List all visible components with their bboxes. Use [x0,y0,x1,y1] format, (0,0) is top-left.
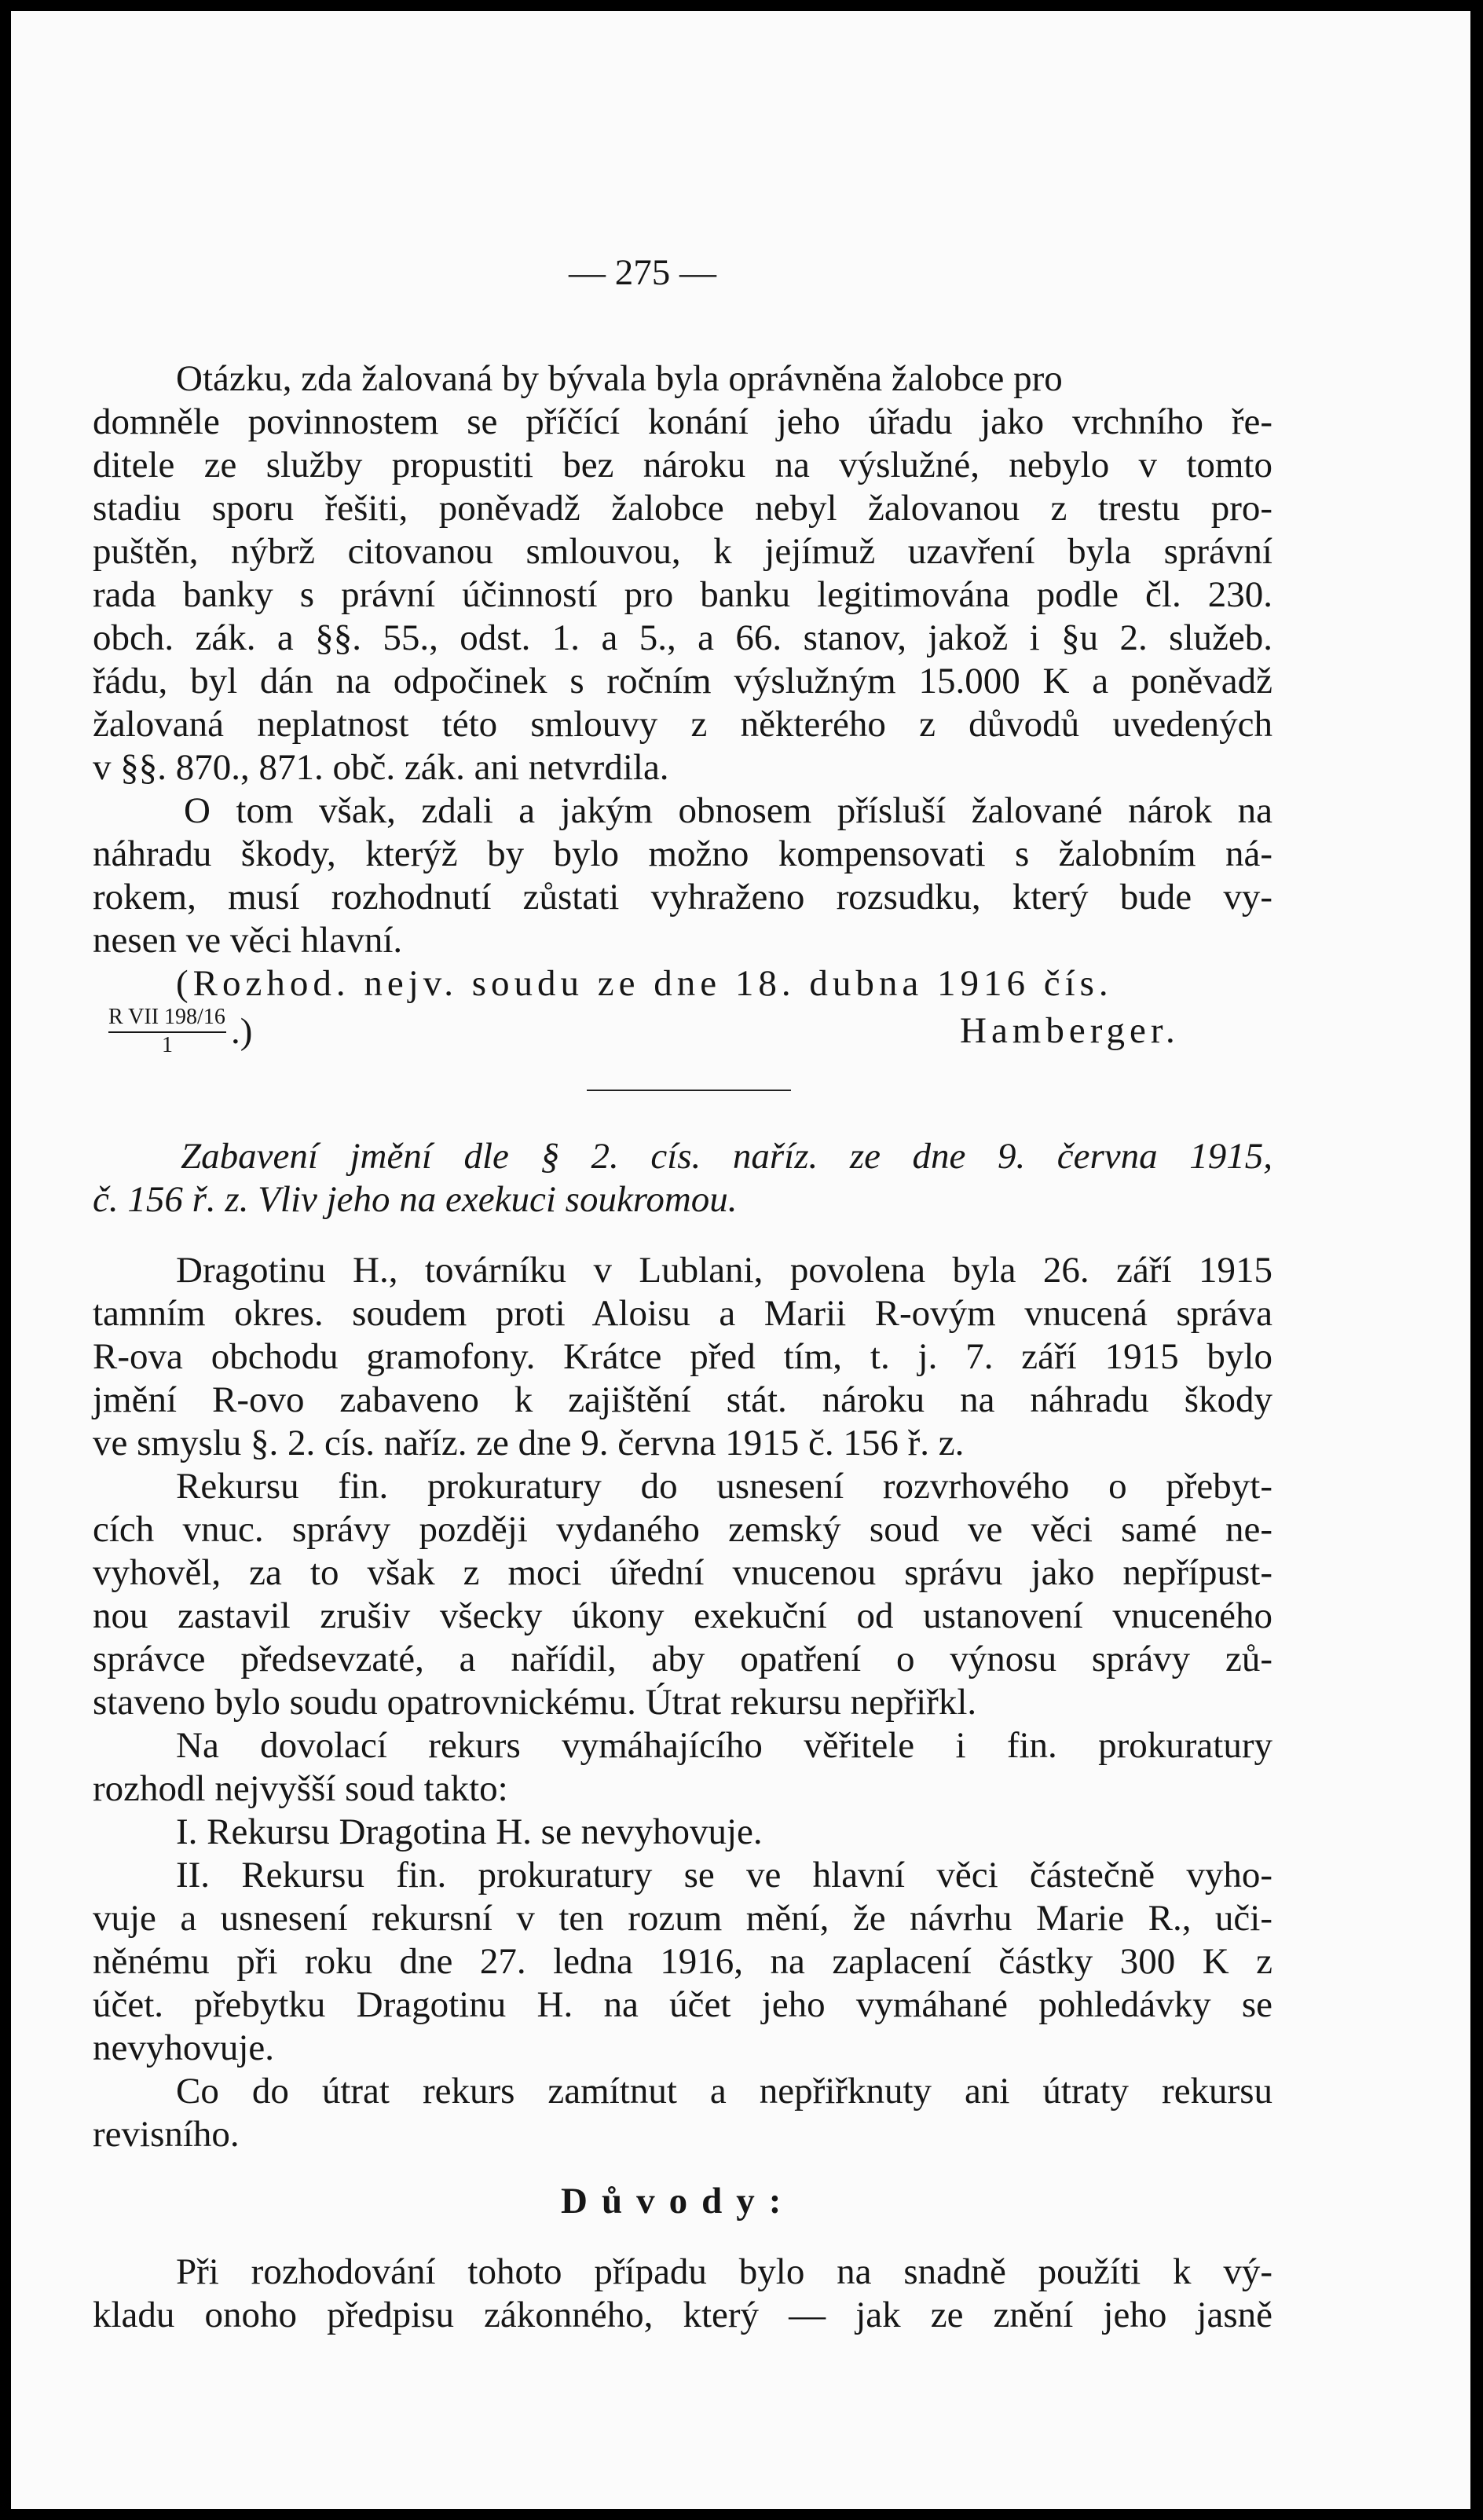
text-line: staveno bylo soudu opatrovnickému. Útrat rekursu nepřiřkl. [93,1682,977,1723]
text-line: jmění R-ovo zabaveno k zajištění stát. nároku na náhradu škody [93,1379,1272,1420]
file-reference [108,1006,226,1057]
text-line: stadiu sporu řešiti, poněvadž žalobce nebyl žalovanou z trestu pro- [93,488,1272,529]
text-line: nou zastavil zrušiv všecky úkony exekuční od ustanovení vnuceného [93,1595,1272,1636]
text-line: rokem, musí rozhodnutí zůstati vyhraženo rozsudku, který bude vy- [93,877,1272,918]
text-line: řádu, byl dán na odpočinek s ročním výslužným 15.000 K a poněvadž [93,661,1272,701]
document-page [11,11,1470,2509]
text-line: nesen ve věci hlavní. [93,920,403,961]
decision-citation: (Rozhod. nejv. soudu ze dne 18. dubna 1916 čís. [176,963,1113,1004]
text-line: rozhodl nejvyšší soud takto: [93,1768,508,1809]
text-line: O tom však, zdali a jakým obnosem přísluší žalované nárok na [184,790,1272,831]
text-line: cích vnuc. správy později vydaného zemský soud ve věci samé ne- [93,1509,1272,1550]
text-line: puštěn, nýbrž citovanou smlouvou, k jejímuž uzavření byla správní [93,531,1272,572]
text-line: domněle povinnostem se příčící konání jeho úřadu jako vrchního ře- [93,401,1272,442]
text-line: R-ova obchodu gramofony. Krátce před tím, t. j. 7. září 1915 bylo [93,1336,1272,1377]
section-divider [587,1090,791,1091]
judge-signature: Hamberger. [960,1010,1180,1051]
text-line: správce předsevzaté, a nařídil, aby opatření o výnosu správy zů- [93,1639,1272,1679]
reasons-heading: Důvody: [561,2181,796,2221]
text-line: vyhověl, za to však z moci úřední vnucenou správu jako nepřípust- [93,1552,1272,1593]
text-line: účet. přebytku Dragotinu H. na účet jeho vymáhané pohledávky se [93,1984,1272,2025]
text-line: Co do útrat rekurs zamítnut a nepřiřknuty ani útraty rekursu [176,2071,1272,2112]
file-reference-top: R VII 198/16 [108,1005,225,1029]
text-line: Při rozhodování tohoto případu bylo na snadně použíti k vý- [176,2251,1272,2292]
text-line: I. Rekursu Dragotina H. se nevyhovuje. [176,1811,763,1852]
text-line: náhradu škody, kterýž by bylo možno kompensovati s žalobním ná- [93,833,1272,874]
text-line: tamním okres. soudem proti Aloisu a Marii R-ovým vnucená správa [93,1293,1272,1334]
text-line: rada banky s právní účinností pro banku legitimována podle čl. 230. [93,574,1272,615]
text-line: obch. zák. a §§. 55., odst. 1. a 5., a 66. stanov, jakož i §u 2. služeb. [93,617,1272,658]
text-line: Otázku, zda žalovaná by bývala byla oprávněna žalobce pro [176,358,1063,399]
citation-close: .) [231,1011,253,1052]
text-line: něnému při roku dne 27. ledna 1916, na zaplacení částky 300 K z [93,1941,1272,1982]
case-title: Zabavení jmění dle § 2. cís. naříz. ze dne 9. června 1915, [181,1136,1272,1177]
text-line: ditele ze služby propustiti bez nároku na výslužné, nebylo v tomto [93,445,1272,485]
text-line: žalovaná neplatnost této smlouvy z některého z důvodů uvedených [93,704,1272,745]
text-line: revisního. [93,2114,240,2155]
case-title: č. 156 ř. z. Vliv jeho na exekuci soukromou. [93,1179,738,1220]
text-line: Rekursu fin. prokuratury do usnesení rozvrhového o přebyt- [176,1466,1272,1507]
text-line: ve smyslu §. 2. cís. naříz. ze dne 9. června 1915 č. 156 ř. z. [93,1423,965,1463]
text-line: kladu onoho předpisu zákonného, který — jak ze znění jeho jasně [93,2295,1272,2335]
text-line: vuje a usnesení rekursní v ten rozum mění, že návrhu Marie R., uči- [93,1898,1272,1939]
text-line: Dragotinu H., továrníku v Lublani, povolena byla 26. září 1915 [176,1250,1272,1291]
page-number: — 275 — [569,252,716,293]
text-line: v §§. 870., 871. obč. zák. ani netvrdila. [93,747,669,788]
text-line: nevyhovuje. [93,2027,275,2068]
text-line: II. Rekursu fin. prokuratury se ve hlavní věci částečně vyho- [176,1855,1272,1895]
text-line: Na dovolací rekurs vymáhajícího věřitele i fin. prokuratury [176,1725,1272,1766]
file-reference-bottom: 1 [108,1031,226,1057]
